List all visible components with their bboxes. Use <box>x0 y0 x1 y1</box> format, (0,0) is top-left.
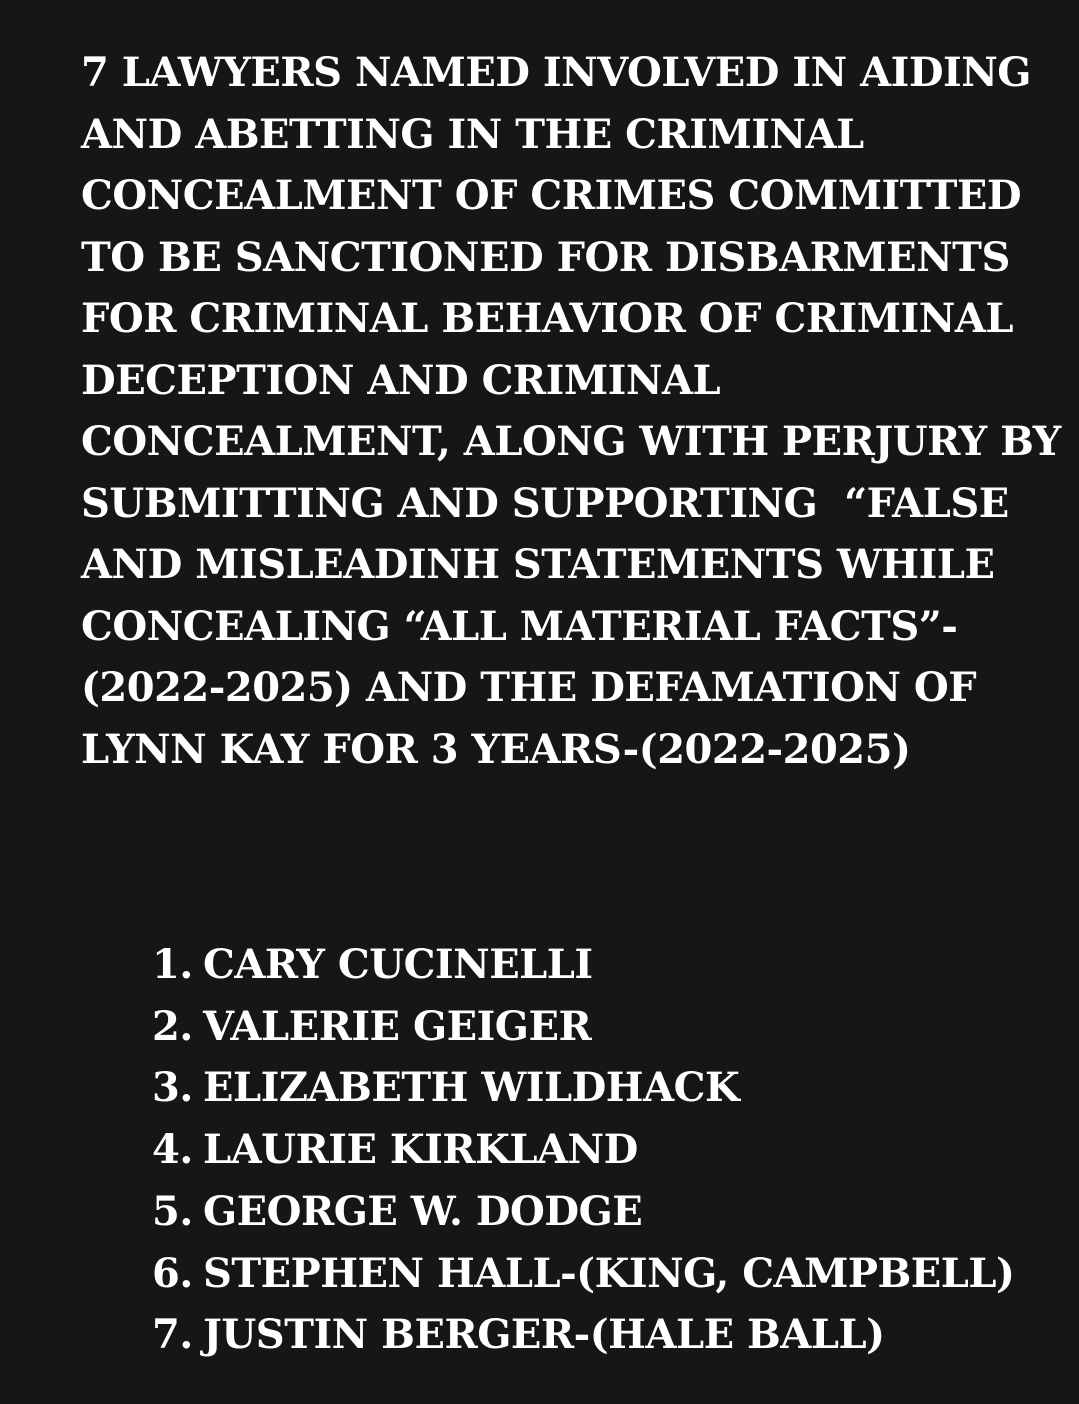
heading <box>81 42 1061 780</box>
heading-line: TO BE SANCTIONED FOR DISBARMENTS <box>81 233 1010 281</box>
lawyer-name: LAURIE KIRKLAND <box>203 1126 638 1174</box>
heading-line: (2022-2025) AND THE DEFAMATION OF <box>81 664 977 711</box>
lawyer-name: JUSTIN BERGER-(HALE BALL) <box>203 1311 885 1359</box>
list-item <box>152 1243 1014 1305</box>
heading-line: LYNN KAY FOR 3 YEARS-(2022-2025) <box>81 725 911 773</box>
heading-line: CONCEALING “ALL MATERIAL FACTS”- <box>81 602 958 650</box>
list-number: 3. <box>152 1064 193 1112</box>
lawyer-name: STEPHEN HALL-(KING, CAMPBELL) <box>203 1249 1015 1297</box>
lawyer-name: VALERIE GEIGER <box>203 1002 592 1050</box>
lawyer-name: CARY CUCINELLI <box>203 941 593 988</box>
heading-line: FOR CRIMINAL BEHAVIOR OF CRIMINAL <box>81 295 1013 342</box>
list-item <box>152 1119 1014 1181</box>
list-item <box>152 934 1014 996</box>
list-item <box>152 1304 1014 1366</box>
list-number: 2. <box>152 1002 193 1050</box>
list-number: 5. <box>152 1187 193 1235</box>
heading-line: DECEPTION AND CRIMINAL <box>81 356 721 404</box>
lawyer-list <box>152 934 1014 1366</box>
list-number: 7. <box>152 1311 193 1359</box>
heading-line: AND MISLEADINH STATEMENTS WHILE <box>81 541 995 588</box>
list-item <box>152 996 1014 1058</box>
lawyer-name: GEORGE W. DODGE <box>203 1187 643 1235</box>
heading-line: SUBMITTING AND SUPPORTING “FALSE <box>81 479 1009 527</box>
list-number: 4. <box>152 1126 193 1174</box>
heading-line: CONCEALMENT OF CRIMES COMMITTED <box>81 172 1022 219</box>
heading-line: 7 LAWYERS NAMED INVOLVED IN AIDING <box>81 49 1031 96</box>
heading-line: AND ABETTING IN THE CRIMINAL <box>81 110 864 158</box>
lawyer-name: ELIZABETH WILDHACK <box>203 1064 740 1112</box>
list-number: 1. <box>152 941 193 988</box>
list-item <box>152 1057 1014 1119</box>
heading-line: CONCEALMENT, ALONG WITH PERJURY BY <box>81 418 1061 465</box>
list-number: 6. <box>152 1249 193 1297</box>
list-item <box>152 1181 1014 1243</box>
